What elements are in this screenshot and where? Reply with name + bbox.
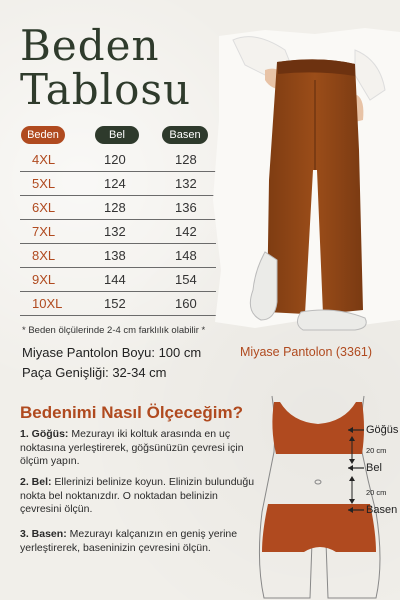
size-cell: 8XL [32,248,56,263]
hem-width: Paça Genişliği: 32-34 cm [22,365,167,380]
step-waist [20,476,256,517]
table-row [20,172,216,196]
hip-cell: 160 [175,296,197,311]
waist-cell: 128 [104,200,126,215]
label-chest: Göğüs [366,424,399,436]
table-row [20,148,216,172]
header-hip: Basen [162,126,208,144]
briefs-shape [262,504,376,552]
size-cell: 7XL [32,224,56,239]
waist-cell: 132 [104,224,126,239]
hip-cell: 132 [175,176,197,191]
waist-cell: 144 [104,272,126,287]
label-hip: Basen [366,504,398,516]
size-cell: 10XL [32,296,63,311]
size-note: * Beden ölçülerinde 2-4 cm farklılık olabilir * [22,325,206,336]
bra-shape [272,402,364,454]
waist-cell: 124 [104,176,126,191]
size-table [20,148,216,316]
hip-cell: 136 [175,200,197,215]
title-line-2: Tablosu [20,65,192,114]
label-distance-1: 20 cm [366,446,387,455]
product-photo [205,20,400,338]
hip-cell: 128 [175,152,197,167]
label-waist: Bel [366,462,382,474]
header-size: Beden [21,126,65,144]
label-distance-2: 20 cm [366,488,387,497]
size-cell: 6XL [32,200,56,215]
table-row [20,220,216,244]
step-head: 2. Bel: [20,476,52,488]
page-title [20,21,192,114]
step-text: Mezurayı iki koltuk arasında en uç noktasına yerleştirerek, göğsünüzün çevresi için ölçüm yapın. [20,428,244,467]
pant-length: Miyase Pantolon Boyu: 100 cm [22,345,202,360]
hip-cell: 142 [175,224,197,239]
header-waist: Bel [95,126,139,144]
table-row [20,244,216,268]
hip-cell: 148 [175,248,197,263]
table-row [20,292,216,316]
step-text: Mezurayı kalçanızın en geniş yerine yerleştirerek, baseninizin çevresini ölçün. [20,528,238,554]
waist-cell: 138 [104,248,126,263]
hip-cell: 154 [175,272,197,287]
size-cell: 4XL [32,152,56,167]
table-row [20,268,216,292]
waist-cell: 120 [104,152,126,167]
waist-cell: 152 [104,296,126,311]
product-label: Miyase Pantolon (3361) [240,345,373,359]
step-head: 1. Göğüs: [20,428,69,440]
title-line-1: Beden [20,21,160,70]
step-chest [20,428,256,469]
step-head: 3. Basen: [20,528,67,540]
step-hip [20,528,256,555]
step-text: Ellerinizi belinize koyun. Elinizin bulunduğu nokta bel noktanızdır. O noktadan belinizin çevresini ölçün. [20,476,255,515]
size-cell: 5XL [32,176,56,191]
table-row [20,196,216,220]
size-cell: 9XL [32,272,56,287]
arrow-left-icon [348,465,353,471]
how-to-title: Bedenimi Nasıl Ölçeceğim? [20,403,243,422]
